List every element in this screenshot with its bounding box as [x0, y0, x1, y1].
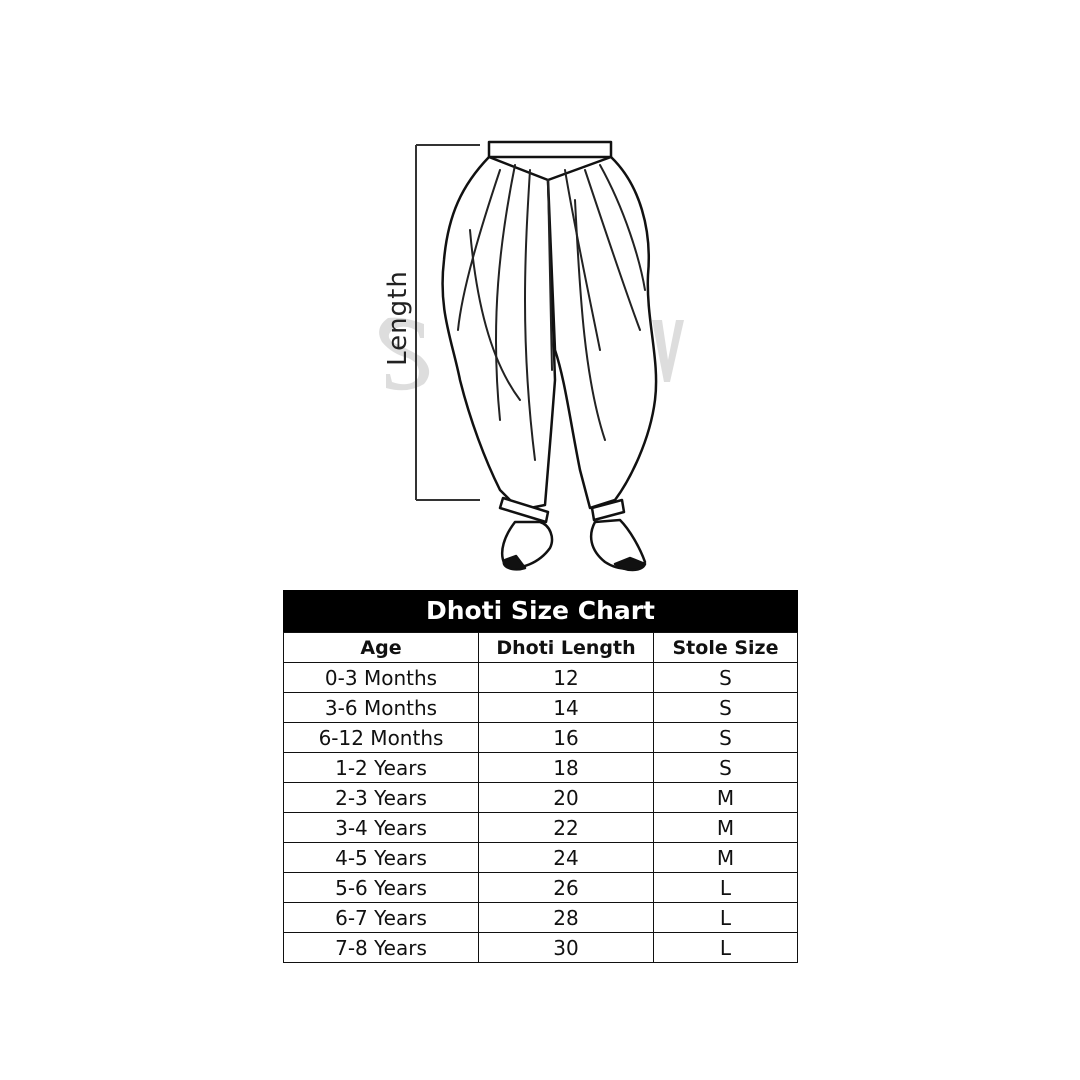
cell-dhoti-length: 18	[479, 753, 654, 783]
table-row	[284, 933, 798, 963]
table-row	[284, 753, 798, 783]
header-age: Age	[284, 633, 479, 663]
cell-dhoti-length: 12	[479, 663, 654, 693]
cell-dhoti-length: 16	[479, 723, 654, 753]
table-row	[284, 873, 798, 903]
cell-age: 3-6 Months	[284, 693, 479, 723]
cell-stole-size: L	[654, 933, 798, 963]
table-row	[284, 843, 798, 873]
cell-age: 6-12 Months	[284, 723, 479, 753]
header-dhoti-length: Dhoti Length	[479, 633, 654, 663]
cell-dhoti-length: 24	[479, 843, 654, 873]
cell-dhoti-length: 14	[479, 693, 654, 723]
table-row	[284, 723, 798, 753]
dhoti-size-chart-table	[283, 590, 798, 963]
table-title: Dhoti Size Chart	[283, 590, 798, 632]
cell-dhoti-length: 22	[479, 813, 654, 843]
table-row	[284, 783, 798, 813]
cell-stole-size: S	[654, 723, 798, 753]
cell-age: 7-8 Years	[284, 933, 479, 963]
cell-dhoti-length: 20	[479, 783, 654, 813]
cell-stole-size: S	[654, 663, 798, 693]
cell-age: 6-7 Years	[284, 903, 479, 933]
cell-age: 1-2 Years	[284, 753, 479, 783]
cell-stole-size: M	[654, 783, 798, 813]
cell-stole-size: M	[654, 843, 798, 873]
cell-stole-size: M	[654, 813, 798, 843]
table-row	[284, 663, 798, 693]
cell-age: 2-3 Years	[284, 783, 479, 813]
table-row	[284, 903, 798, 933]
cell-age: 4-5 Years	[284, 843, 479, 873]
cell-stole-size: S	[654, 753, 798, 783]
cell-dhoti-length: 28	[479, 903, 654, 933]
cell-stole-size: S	[654, 693, 798, 723]
cell-age: 5-6 Years	[284, 873, 479, 903]
cell-dhoti-length: 30	[479, 933, 654, 963]
cell-dhoti-length: 26	[479, 873, 654, 903]
cell-age: 3-4 Years	[284, 813, 479, 843]
header-stole-size: Stole Size	[654, 633, 798, 663]
table-row	[284, 813, 798, 843]
length-label: Length	[383, 270, 413, 366]
table-header-row	[284, 633, 798, 663]
cell-age: 0-3 Months	[284, 663, 479, 693]
cell-stole-size: L	[654, 873, 798, 903]
table-row	[284, 693, 798, 723]
cell-stole-size: L	[654, 903, 798, 933]
